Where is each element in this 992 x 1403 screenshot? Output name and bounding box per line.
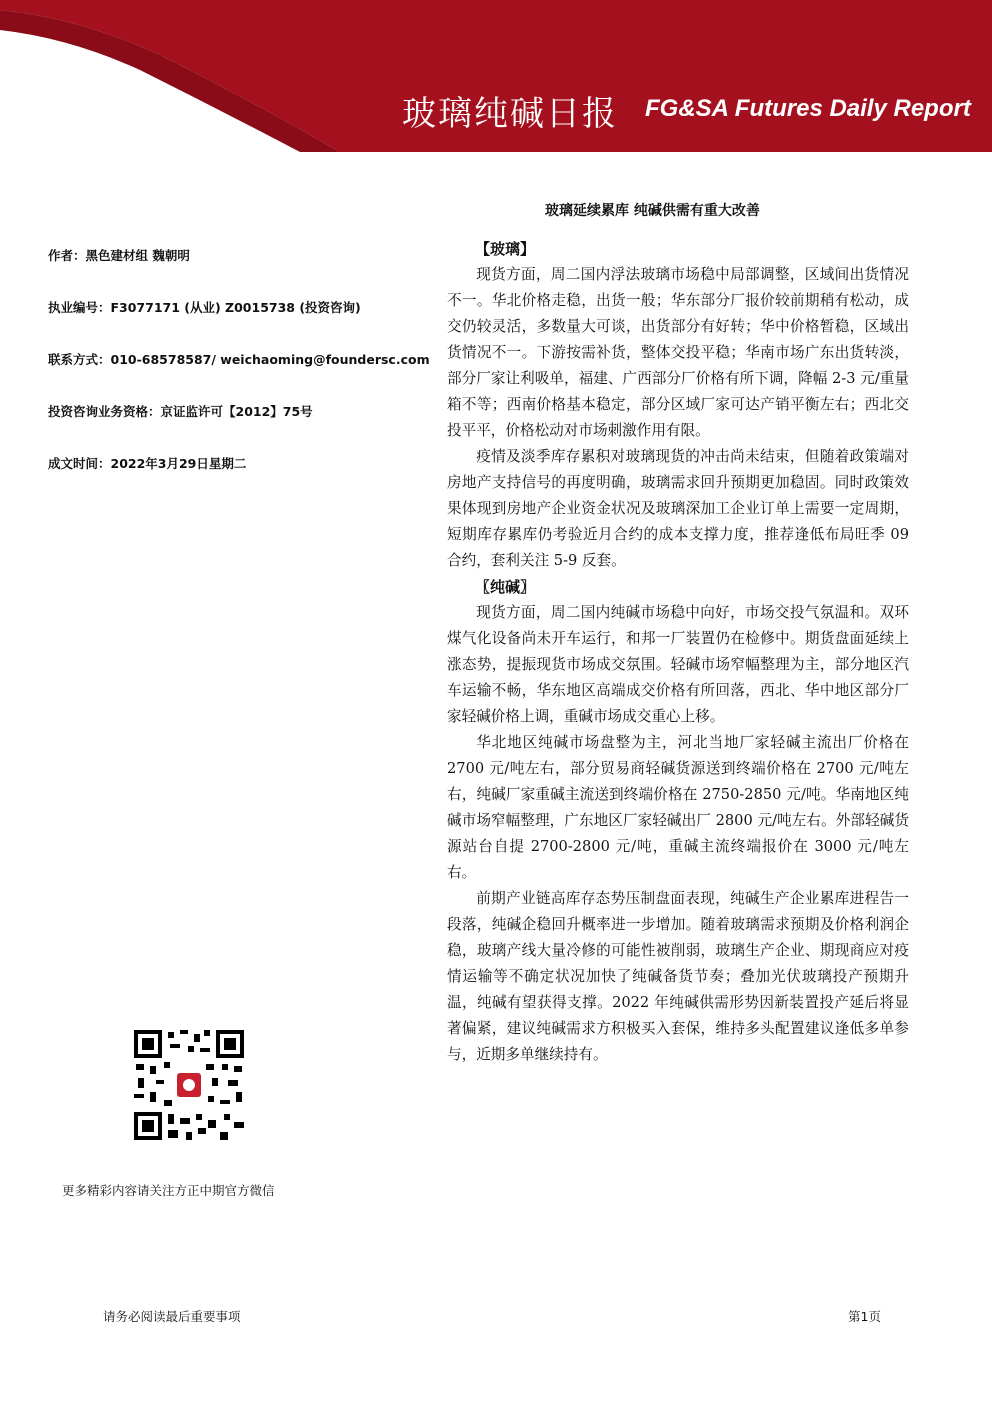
report-body [447,236,909,1068]
header-banner [0,0,992,152]
report-headline: 玻璃延续累库 纯碱供需有重大改善 [545,203,760,219]
report-title-en: FG&SA Futures Daily Report [645,95,971,122]
page-number: 第1页 [848,1309,881,1324]
qualification-line: 投资咨询业务资格：京证监许可【2012】75号 [48,404,313,419]
qr-caption: 更多精彩内容请关注方正中期官方微信 [62,1183,275,1198]
license-line: 执业编号：F3077171 (从业) Z0015738 (投资咨询) [48,300,361,315]
soda-paragraph-1: 现货方面，周二国内纯碱市场稳中向好，市场交投气氛温和。双环煤气化设备尚未开车运行，和邦一厂装置仍在检修中。期货盘面延续上涨态势，提振现货市场成交氛围。轻碱市场窄幅整理为主，部分地区汽车运输不畅，华东地区高端成交价格有所回落，西北、华中地区部分厂家轻碱价格上调，重碱市场成交重心上移。 [447,604,909,725]
glass-section-heading: 【玻璃】 [475,240,536,258]
qr-code-icon [134,1030,244,1140]
soda-section-heading: 〖纯碱〗 [475,578,536,596]
author-line: 作者：黑色建材组 魏朝明 [48,248,190,263]
date-line: 成文时间：2022年3月29日星期二 [48,456,247,471]
footer-notice: 请务必阅读最后重要事项 [103,1309,241,1324]
contact-line: 联系方式：010-68578587/ weichaoming@foundersc.com [48,352,430,367]
soda-paragraph-3: 前期产业链高库存态势压制盘面表现，纯碱生产企业累库进程告一段落，纯碱企稳回升概率进一步增加。随着玻璃需求预期及价格利润企稳，玻璃产线大量冷修的可能性被削弱，玻璃生产企业、期现商应对疫情运输等不确定状况加快了纯碱备货节奏；叠加光伏玻璃投产预期升温，纯碱有望获得支撑。2022 年纯碱供需形势因新装置投产延后将显著偏紧，建议纯碱需求方积极买入套保，维持多头配置建议逢低多单参与，近期多单继续持有。 [447,890,909,1063]
soda-paragraph-2: 华北地区纯碱市场盘整为主，河北当地厂家轻碱主流出厂价格在 2700 元/吨左右，部分贸易商轻碱货源送到终端价格在 2700 元/吨左右，纯碱厂家重碱主流送到终端价格在 2750-2850 元/吨。华南地区纯碱市场窄幅整理，广东地区厂家轻碱出厂 2800 元/吨左右。外部轻碱货源站台自提 2700-2800 元/吨，重碱主流终端报价在 3000 元/吨左右。 [447,734,909,881]
wechat-qr-code [134,1030,244,1140]
glass-paragraph-1: 现货方面，周二国内浮法玻璃市场稳中局部调整，区域间出货情况不一。华北价格走稳，出货一般；华东部分厂报价较前期稍有松动，成交仍较灵活，多数量大可谈，出货部分有好转；华中价格暂稳，区域出货情况不一。下游按需补货，整体交投平稳；华南市场广东出货转淡，部分厂家让利吸单，福建、广西部分厂价格有所下调，降幅 2-3 元/重量箱不等；西南价格基本稳定，部分区域厂家可达产销平衡左右；西北交投平平，价格松动对市场刺激作用有限。 [447,266,909,439]
glass-paragraph-2: 疫情及淡季库存累积对玻璃现货的冲击尚未结束，但随着政策端对房地产支持信号的再度明确，玻璃需求回升预期更加稳固。同时政策效果体现到房地产企业资金状况及玻璃深加工企业订单上需要一定周期，短期库存累库仍考验近月合约的成本支撑力度，推荐逢低布局旺季 09 合约，套利关注 5-9 反套。 [447,448,909,569]
report-title-cn: 玻璃纯碱日报 [402,94,618,134]
